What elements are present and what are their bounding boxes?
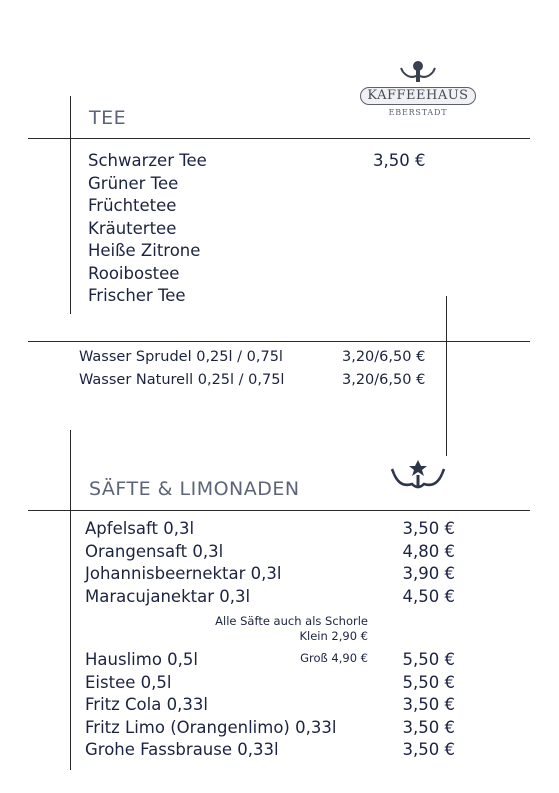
- water-vertical-line: [446, 296, 447, 456]
- tea-divider: [28, 138, 530, 139]
- juices-list: [85, 518, 455, 608]
- water-item-price: 3,20/6,50 €: [342, 349, 426, 365]
- drink-price: 5,50 €: [402, 672, 455, 692]
- table-row: [85, 694, 455, 717]
- drink-price: 3,50 €: [402, 695, 455, 714]
- juice-price: 4,80 €: [402, 541, 455, 561]
- list-item: Kräutertee: [88, 218, 177, 238]
- drink-price: 3,50 €: [402, 740, 455, 759]
- drink-name: Fritz Cola 0,33l: [85, 695, 208, 714]
- tea-price: 3,50 €: [373, 151, 426, 170]
- drink-price: 3,50 €: [402, 717, 455, 737]
- table-row: [85, 541, 455, 564]
- juice-name: Apfelsaft 0,3l: [85, 519, 195, 538]
- list-item: Grüner Tee: [88, 173, 179, 193]
- juice-price: 3,50 €: [402, 519, 455, 538]
- table-row: [85, 672, 455, 695]
- juices-divider: [28, 510, 530, 511]
- list-item: Frischer Tee: [88, 286, 186, 305]
- logo: [343, 60, 493, 117]
- table-row: [79, 346, 284, 369]
- water-list: [79, 346, 284, 392]
- table-row: [85, 649, 455, 672]
- tea-list: [88, 150, 207, 308]
- drink-price: 5,50 €: [402, 650, 455, 669]
- chandelier-icon: [343, 60, 493, 86]
- schorle-note-gross: Groß 4,90 €: [300, 651, 368, 665]
- chandelier-icon: [388, 458, 448, 494]
- list-item: Heiße Zitrone: [88, 241, 201, 260]
- tea-heading: TEE: [89, 107, 127, 129]
- table-row: [85, 563, 455, 586]
- juice-name: Orangensaft 0,3l: [85, 541, 224, 561]
- table-row: [85, 586, 455, 609]
- juices-heading: SÄFTE & LIMONADEN: [89, 478, 300, 500]
- list-item: Rooibostee: [88, 263, 180, 283]
- water-prices: [342, 346, 425, 392]
- water-divider: [28, 341, 530, 342]
- tea-vertical-line: [70, 96, 71, 314]
- juice-name: Maracujanektar 0,3l: [85, 586, 251, 606]
- table-row: [79, 369, 284, 392]
- list-item: Schwarzer Tee: [88, 151, 207, 170]
- table-row: [85, 717, 455, 740]
- juice-price: 3,90 €: [402, 564, 455, 583]
- water-item-price: 3,20/6,50 €: [342, 372, 426, 388]
- table-row: [85, 518, 455, 541]
- juices-vertical-line: [70, 430, 71, 770]
- table-row: [85, 739, 455, 762]
- juice-name: Johannisbeernektar 0,3l: [85, 564, 282, 583]
- limo-list: [85, 649, 455, 762]
- schorle-note-line: Klein 2,90 €: [299, 629, 368, 643]
- water-item-name: Wasser Sprudel 0,25l / 0,75l: [79, 349, 283, 365]
- juice-price: 4,50 €: [402, 586, 455, 606]
- drink-name: Hauslimo 0,5l: [85, 650, 198, 669]
- drink-name: Fritz Limo (Orangenlimo) 0,33l: [85, 717, 337, 737]
- drink-name: Grohe Fassbrause 0,33l: [85, 740, 279, 759]
- drink-name: Eistee 0,5l: [85, 672, 172, 692]
- list-item: Früchtetee: [88, 196, 177, 215]
- water-item-name: Wasser Naturell 0,25l / 0,75l: [79, 372, 285, 388]
- logo-place: EBERSTADT: [388, 108, 448, 117]
- schorle-note: [180, 614, 368, 644]
- logo-name: KAFFEEHAUS: [360, 87, 475, 105]
- schorle-note-line: Alle Säfte auch als Schorle: [215, 614, 368, 628]
